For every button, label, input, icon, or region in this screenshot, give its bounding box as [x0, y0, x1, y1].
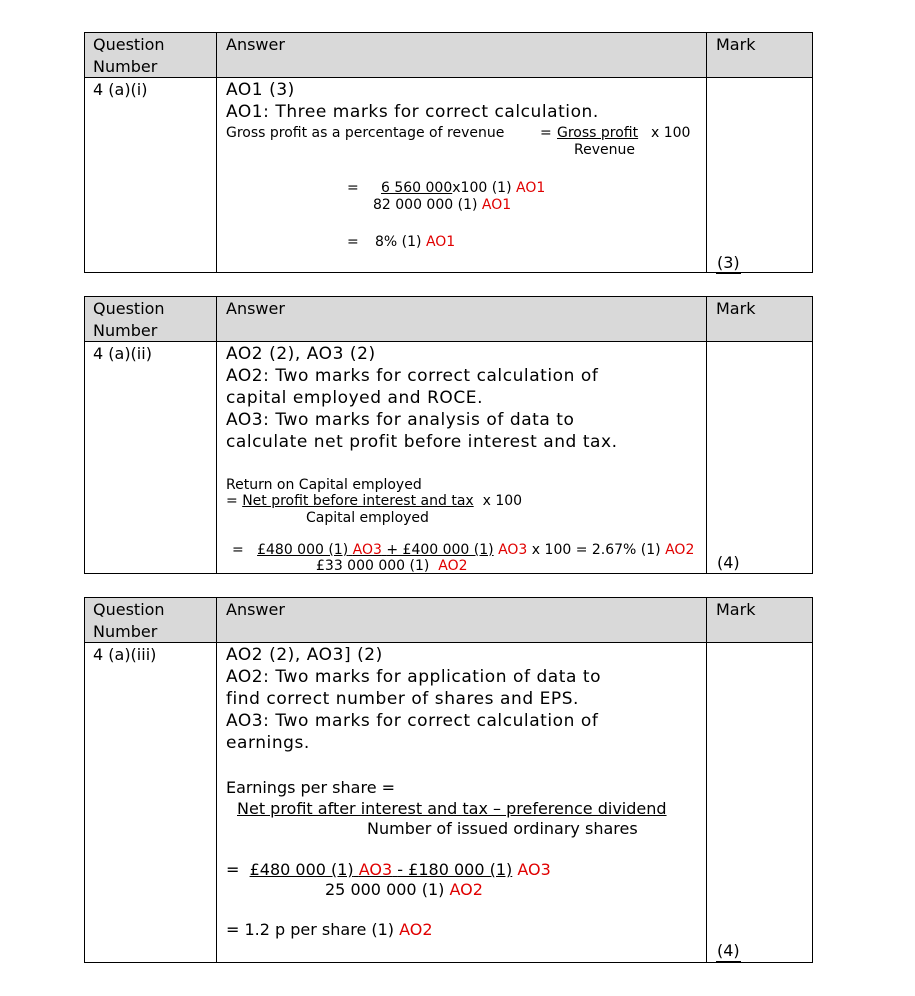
- calc-term-b: - £180 000 (1): [397, 860, 513, 879]
- question-number: 4 (a)(iii): [93, 645, 157, 664]
- column-divider: [706, 598, 707, 962]
- calc-result-ao: AO2: [665, 542, 695, 558]
- mark-cell: [716, 553, 756, 574]
- calc-numerator-ao: AO1: [516, 180, 546, 196]
- column-divider: [706, 297, 707, 573]
- calc-denominator-ao: AO2: [438, 558, 468, 574]
- column-divider: [216, 297, 217, 573]
- calc-term-a-ao: AO3: [352, 542, 382, 558]
- calc-numerator: 6 560 000: [381, 180, 453, 196]
- formula-denominator: Revenue: [574, 142, 635, 158]
- calc-term-a-ao: AO3: [358, 860, 393, 879]
- roce-denominator: Capital employed: [306, 510, 429, 526]
- result-ao: AO2: [399, 920, 433, 939]
- assessment-objectives: AO2 (2), AO3 (2): [226, 344, 376, 364]
- calc-denominator: 25 000 000 (1): [325, 880, 445, 899]
- calc-multiplier: x100 (1): [452, 180, 512, 196]
- result-equals: =: [347, 234, 359, 250]
- mark-scheme-table-2: [84, 296, 813, 574]
- marking-description: AO3: Two marks for analysis of data to: [226, 410, 575, 430]
- answer-header: Answer: [226, 600, 285, 619]
- calc-denominator: £33 000 000 (1): [316, 558, 430, 574]
- calc-term-b: + £400 000 (1): [386, 542, 494, 558]
- question-number: 4 (a)(i): [93, 80, 148, 99]
- marking-description: AO1: Three marks for correct calculation.: [226, 102, 599, 122]
- roce-label: Return on Capital employed: [226, 477, 422, 493]
- column-divider: [706, 33, 707, 272]
- calc-term-b-ao: AO3: [517, 860, 551, 879]
- mark-header: Mark: [716, 600, 756, 619]
- mark-scheme-table-1: [84, 32, 813, 273]
- marking-description: calculate net profit before interest and tax.: [226, 432, 618, 452]
- marking-description: earnings.: [226, 733, 310, 753]
- mark-header: Mark: [716, 299, 756, 318]
- eps-denominator: Number of issued ordinary shares: [367, 819, 638, 838]
- mark-value: (4): [717, 553, 740, 572]
- calc-term-a: £480 000 (1): [257, 542, 349, 558]
- calc-equals: =: [232, 542, 244, 558]
- calc-term-b-ao: AO3: [498, 542, 528, 558]
- marking-description: capital employed and ROCE.: [226, 388, 484, 408]
- roce-equals: =: [226, 493, 238, 509]
- calc-equals: =: [347, 180, 359, 196]
- calc-denominator: 82 000 000 (1): [373, 197, 478, 213]
- mark-value: (4): [717, 941, 740, 960]
- question-number: 4 (a)(ii): [93, 344, 152, 363]
- mark-header: Mark: [716, 35, 756, 54]
- calc-term-a: £480 000 (1): [249, 860, 354, 879]
- result-value: 8% (1): [375, 234, 422, 250]
- result-ao: AO1: [425, 234, 456, 250]
- question-number-header: Question Number: [93, 600, 165, 641]
- roce-numerator: Net profit before interest and tax: [242, 493, 474, 509]
- marking-description: AO2: Two marks for application of data to: [226, 667, 602, 687]
- formula-label: Gross profit as a percentage of revenue: [226, 125, 505, 141]
- formula-numerator: Gross profit: [557, 125, 639, 141]
- result-value: = 1.2 p per share (1): [226, 920, 395, 939]
- answer-header: Answer: [226, 299, 285, 318]
- calc-denominator-ao: AO1: [481, 197, 512, 213]
- mark-value: (3): [717, 253, 740, 272]
- answer-header: Answer: [226, 35, 285, 54]
- marking-description: AO2: Two marks for correct calculation of: [226, 366, 599, 386]
- eps-numerator: Net profit after interest and tax – preference dividend: [237, 799, 667, 818]
- roce-multiplier: x 100: [482, 493, 523, 509]
- assessment-objectives: AO1 (3): [226, 80, 295, 100]
- mark-cell: [716, 941, 756, 962]
- marking-description: find correct number of shares and EPS.: [226, 689, 580, 709]
- assessment-objectives: AO2 (2), AO3] (2): [226, 645, 383, 665]
- eps-label: Earnings per share =: [226, 778, 396, 797]
- column-divider: [216, 33, 217, 272]
- formula-multiplier: x 100: [651, 125, 691, 141]
- question-number-header: Question Number: [93, 299, 165, 340]
- column-divider: [216, 598, 217, 962]
- calc-equals: =: [226, 860, 240, 879]
- calc-result: x 100 = 2.67% (1): [531, 542, 661, 558]
- calc-denominator-ao: AO2: [449, 880, 483, 899]
- mark-scheme-table-3: [84, 597, 813, 963]
- formula-equals: =: [540, 125, 552, 141]
- question-number-header: Question Number: [93, 35, 165, 76]
- marking-description: AO3: Two marks for correct calculation of: [226, 711, 599, 731]
- mark-cell: [716, 253, 756, 274]
